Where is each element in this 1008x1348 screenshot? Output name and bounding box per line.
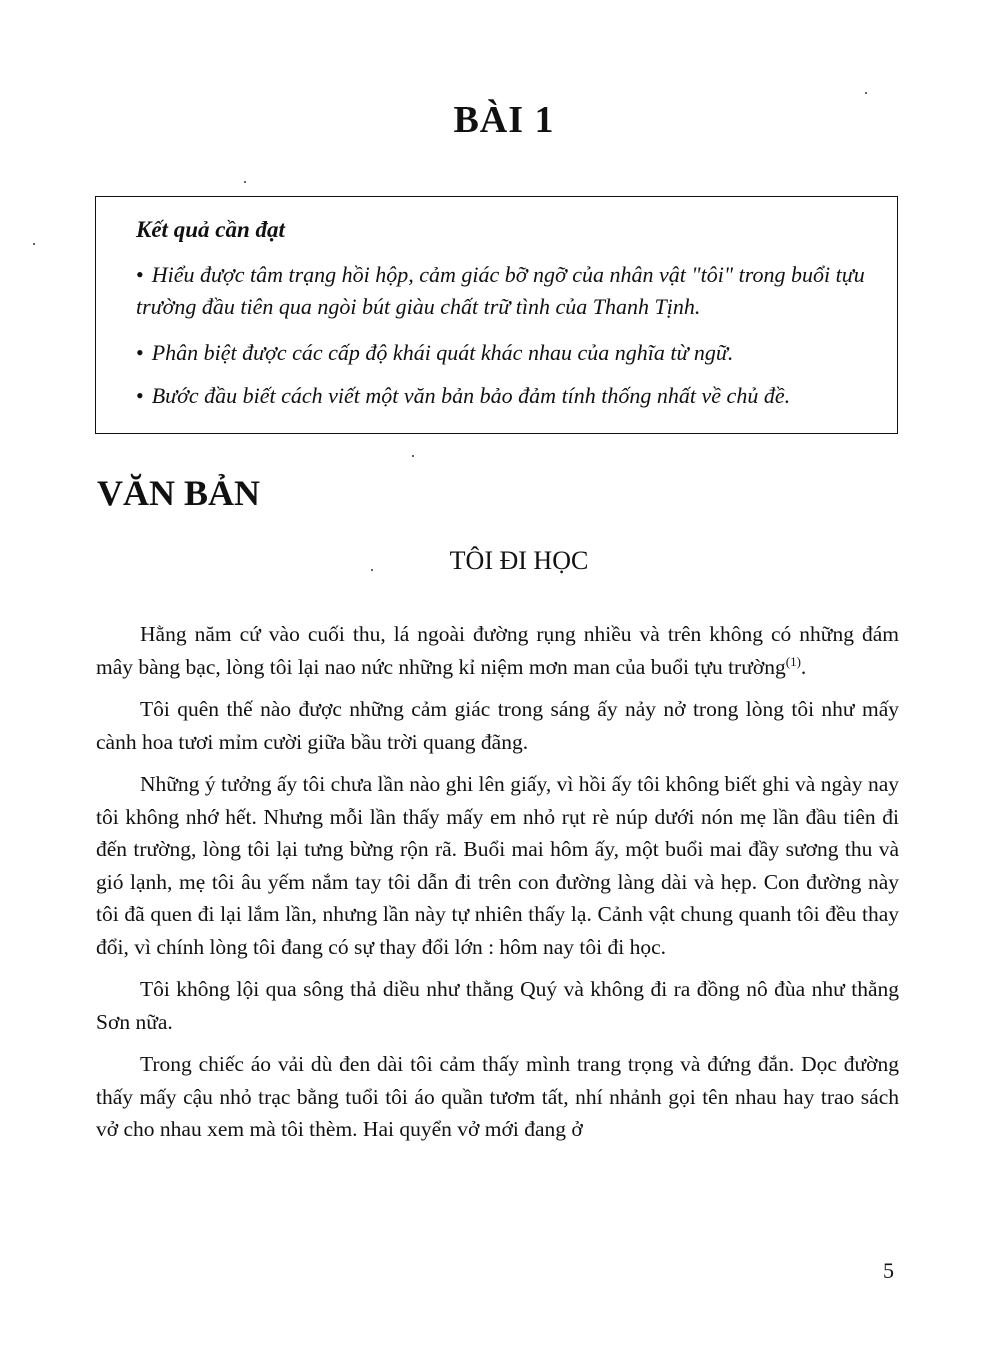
scan-speck xyxy=(865,92,867,94)
objectives-heading: Kết quả cần đạt xyxy=(136,217,285,242)
scan-speck xyxy=(33,243,35,245)
bullet-icon: • xyxy=(136,340,144,365)
scan-speck xyxy=(244,181,246,183)
paragraph: Những ý tưởng ấy tôi chưa lần nào ghi lên giấy, vì hồi ấy tôi không biết ghi và ngày nay tôi không nhớ hết. Nhưng mỗi lần thấy mấy em nhỏ rụt rè núp dưới nón mẹ lần đầu tiên đi đến trường, lòng tôi lại tưng bừng rộn rã. Buổi mai hôm ấy, một buổi mai đầy sương thu và gió lạnh, mẹ tôi âu yếm nắm tay tôi dẫn đi trên con đường làng dài và hẹp. Con đường này tôi đã quen đi lại lắm lần, nhưng lần này tự nhiên thấy lạ. Cảnh vật chung quanh tôi đều thay đổi, vì chính lòng tôi đang có sự thay đổi lớn : hôm nay tôi đi học. xyxy=(96,772,899,959)
paragraph: Tôi không lội qua sông thả diều như thằng Quý và không đi ra đồng nô đùa như thằng Sơn nữa. xyxy=(96,977,899,1034)
objective-item xyxy=(136,380,866,412)
objective-item xyxy=(136,259,866,323)
paragraph: Tôi quên thế nào được những cảm giác trong sáng ấy nảy nở trong lòng tôi như mấy cành hoa tươi mỉm cười giữa bầu trời quang đãng. xyxy=(96,697,899,754)
paragraph-end: . xyxy=(800,654,807,679)
objective-text: Phân biệt được các cấp độ khái quát khác nhau của nghĩa từ ngữ. xyxy=(151,340,734,365)
page-number: 5 xyxy=(883,1258,894,1283)
objectives-box xyxy=(95,196,898,434)
lesson-title: BÀI 1 xyxy=(453,99,555,141)
section-title: VĂN BẢN xyxy=(97,473,261,513)
footnote-ref[interactable]: (1) xyxy=(785,653,801,669)
objective-text: Hiểu được tâm trạng hồi hộp, cảm giác bỡ ngỡ của nhân vật "tôi" trong buổi tựu trường đầu tiên qua ngòi bút giàu chất trữ tình của Thanh Tịnh. xyxy=(136,262,865,319)
objective-item xyxy=(136,337,866,369)
paragraph-text: Hằng năm cứ vào cuối thu, lá ngoài đường rụng nhiều và trên không có những đám mây bàng bạc, lòng tôi lại nao nức những kỉ niệm mơn man của buổi tựu trường xyxy=(96,622,899,679)
story-body xyxy=(96,618,899,1156)
bullet-icon: • xyxy=(136,262,144,287)
scan-speck xyxy=(412,455,414,457)
bullet-icon: • xyxy=(136,383,144,408)
objective-text: Bước đầu biết cách viết một văn bản bảo đảm tính thống nhất về chủ đề. xyxy=(151,383,791,408)
story-title: TÔI ĐI HỌC xyxy=(449,546,589,575)
paragraph: Trong chiếc áo vải dù đen dài tôi cảm thấy mình trang trọng và đứng đắn. Dọc đường thấy mấy cậu nhỏ trạc bằng tuổi tôi áo quần tươm tất, nhí nhảnh gọi tên nhau hay trao sách vở cho nhau xem mà tôi thèm. Hai quyển vở mới đang ở xyxy=(96,1052,899,1141)
paragraph xyxy=(96,618,899,683)
